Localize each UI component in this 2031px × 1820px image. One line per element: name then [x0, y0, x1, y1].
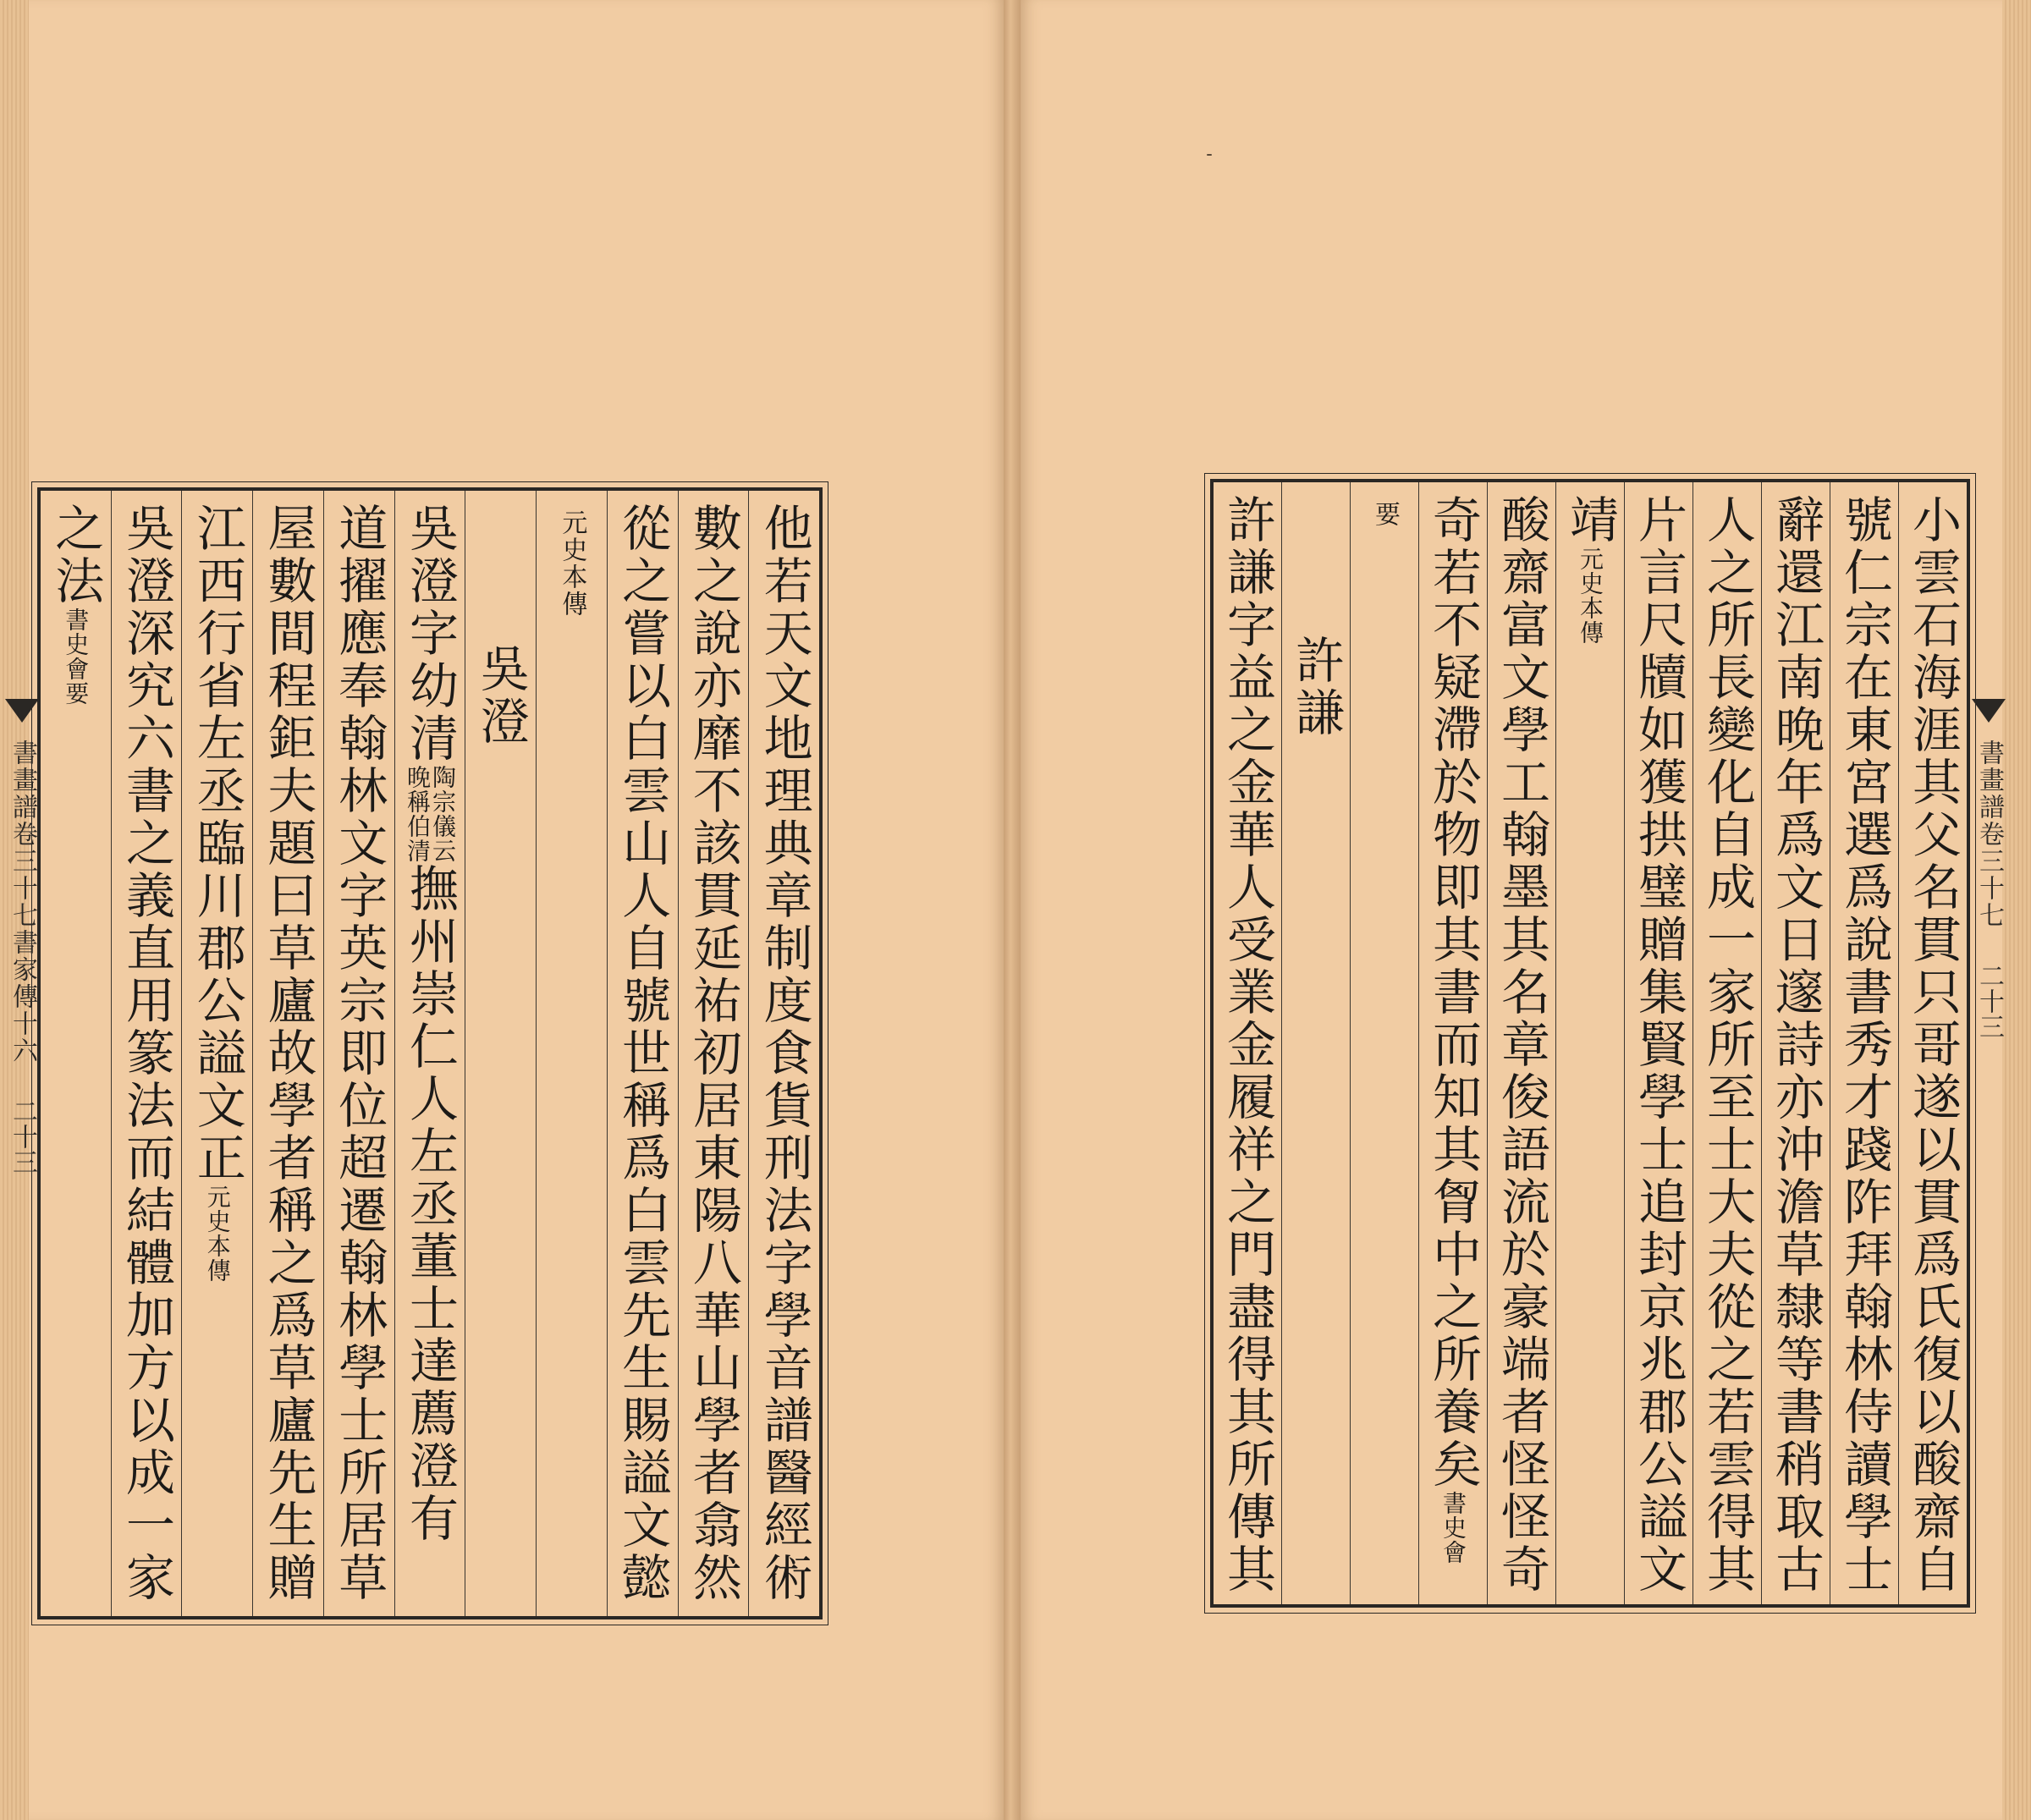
ink-speck	[1207, 154, 1212, 156]
column-text: 數之說亦靡不該貫延祐初居東陽八華山學者翕然	[684, 503, 742, 1604]
text-frame-left	[37, 487, 823, 1619]
text-column	[1761, 482, 1830, 1604]
column-text: 小雲石海涯其父名貫只哥遂以貫爲氏復以酸齋自	[1904, 494, 1962, 1596]
column-text: 辭還江南晚年爲文日邃詩亦沖澹草隸等書稍取古	[1767, 494, 1825, 1596]
column-grid-left	[41, 491, 819, 1616]
banxin-title: 書畫譜卷三十七書家傳十六	[8, 740, 37, 1064]
column-text: 片言尺牘如獲拱璧贈集賢學士追封京兆郡公謚文	[1630, 494, 1687, 1596]
main-text: 靖	[1561, 494, 1619, 547]
text-column	[1555, 482, 1624, 1604]
main-text: 之法	[47, 503, 105, 608]
column-text: 人之所長變化自成一家所至士大夫從之若雲得其	[1698, 494, 1756, 1596]
column-text: 吳澄深究六書之義直用篆法而結體加方以成一家	[118, 503, 176, 1604]
column-grid-right	[1214, 482, 1967, 1604]
column-text	[1561, 482, 1619, 1604]
text-column	[323, 491, 394, 1616]
column-text	[400, 491, 459, 1616]
text-column	[748, 491, 819, 1616]
column-text: 元史本傳	[557, 509, 587, 618]
main-text: 奇若不疑滯於物即其書而知其胷中之所養矣	[1424, 494, 1482, 1491]
column-text: 道擢應奉翰林文字英宗即位超遷翰林學士所居草	[330, 503, 388, 1604]
banxin-folio: 二十三	[1974, 963, 2004, 1039]
text-column	[1624, 482, 1692, 1604]
text-column	[252, 491, 323, 1616]
banxin-right	[1972, 487, 2006, 1613]
fishtail-mark	[1972, 699, 2006, 723]
text-column	[394, 491, 465, 1616]
fishtail-mark	[5, 699, 39, 723]
source-note: 書史會	[1439, 1491, 1467, 1564]
text-column	[1214, 482, 1281, 1604]
text-column	[1350, 482, 1418, 1604]
note-line-left: 晚稱伯清	[403, 765, 432, 863]
text-column	[111, 491, 182, 1616]
column-text: 要	[1370, 501, 1400, 528]
text-column	[607, 491, 678, 1616]
double-line-note	[403, 765, 457, 863]
column-text	[188, 491, 246, 1616]
column-text: 從之嘗以白雲山人自號世稱爲白雲先生賜謚文懿	[614, 503, 672, 1604]
column-text: 許謙字益之金華人受業金履祥之門盡得其所傳其	[1219, 494, 1276, 1596]
text-column	[678, 491, 749, 1616]
main-text: 吳澄字幼清	[400, 503, 459, 765]
source-note: 元史本傳	[203, 1185, 232, 1283]
column-text: 號仁宗在東宮選爲說書秀才踐阼拜翰林侍讀學士	[1836, 494, 1893, 1596]
column-text: 屋數間程鉅夫題曰草廬故學者稱之爲草廬先生贈	[259, 503, 317, 1604]
text-column	[1830, 482, 1898, 1604]
text-column	[1487, 482, 1555, 1604]
text-frame-right	[1210, 479, 1970, 1608]
banxin-folio: 二十三	[8, 1098, 37, 1174]
source-note: 書史會要	[62, 608, 91, 706]
book-gutter	[1004, 0, 1021, 1820]
text-column	[1281, 482, 1350, 1604]
text-column	[1898, 482, 1967, 1604]
column-text: 他若天文地理典章制度食貨刑法字學音譜醫經術	[755, 503, 813, 1604]
column-text	[1424, 482, 1482, 1604]
column-text: 酸齋富文學工翰墨其名章俊語流於豪端者怪怪奇	[1493, 494, 1550, 1596]
section-heading: 吳澄	[471, 643, 530, 748]
text-column	[1692, 482, 1761, 1604]
section-heading: 許謙	[1287, 635, 1345, 740]
main-text: 撫州崇仁人左丞董士達薦澄有	[400, 863, 459, 1545]
text-column	[1418, 482, 1487, 1604]
text-column	[181, 491, 252, 1616]
column-text	[47, 491, 105, 1616]
source-note: 元史本傳	[1577, 547, 1604, 645]
banxin-title: 書畫譜卷三十七	[1974, 740, 2004, 929]
note-line-right: 陶宗儀云	[428, 765, 457, 863]
text-column	[536, 491, 607, 1616]
banxin-left	[5, 487, 39, 1613]
text-column	[41, 491, 111, 1616]
text-column	[465, 491, 536, 1616]
main-text: 江西行省左丞臨川郡公謚文正	[188, 503, 246, 1185]
